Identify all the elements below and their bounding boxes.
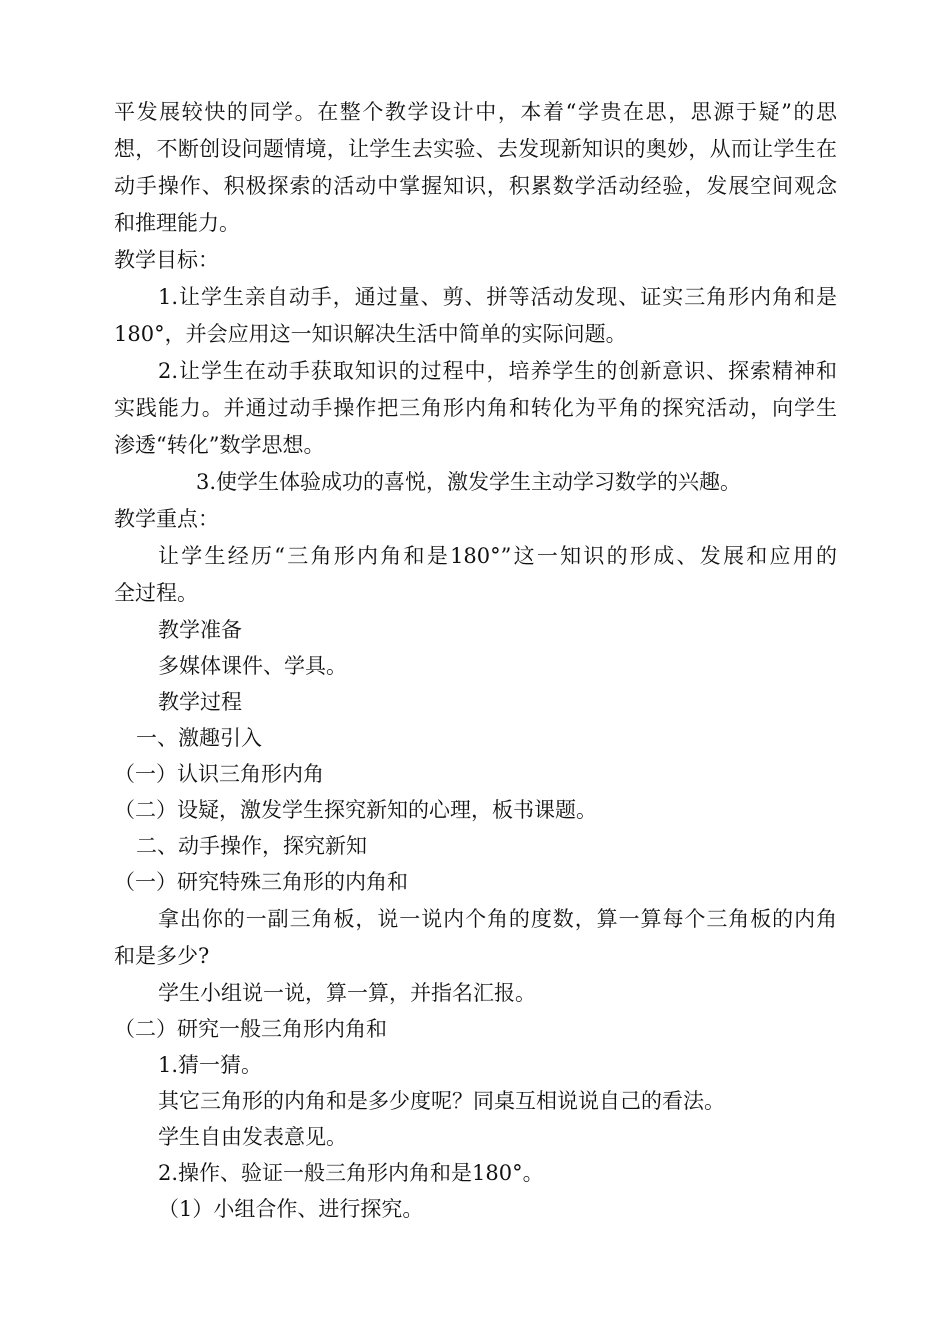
text-line: 动手操作、积极探索的活动中掌握知识，积累数学活动经验，发展空间观念 <box>114 174 837 198</box>
subsection-heading: （二）设疑，激发学生探究新知的心理，板书课题。 <box>114 798 597 822</box>
text-line: 2.让学生在动手获取知识的过程中，培养学生的创新意识、探索精神和 <box>158 359 837 383</box>
text-line: 180°，并会应用这一知识解决生活中简单的实际问题。 <box>114 322 627 346</box>
section-heading: 二、动手操作，探究新知 <box>136 834 367 858</box>
text-line: 让学生经历“三角形内角和是180°”这一知识的形成、发展和应用的 <box>158 544 837 568</box>
subsection-heading: （一）认识三角形内角 <box>114 762 324 786</box>
text-line: 想，不断创设问题情境，让学生去实验、去发现新知识的奥妙，从而让学生在 <box>114 137 837 161</box>
text-line: 3.使学生体验成功的喜悦，激发学生主动学习数学的兴趣。 <box>196 470 742 494</box>
text-line: 实践能力。并通过动手操作把三角形内角和转化为平角的探究活动，向学生 <box>114 396 837 420</box>
text-line: 渗透“转化”数学思想。 <box>114 433 325 457</box>
section-heading: 教学重点： <box>114 507 219 531</box>
subsection-heading: （一）研究特殊三角形的内角和 <box>114 870 408 894</box>
text-line: 学生小组说一说，算一算，并指名汇报。 <box>158 981 536 1005</box>
text-line: 1.让学生亲自动手，通过量、剪、拼等活动发现、证实三角形内角和是 <box>158 285 837 309</box>
section-heading: 教学准备 <box>158 618 242 642</box>
text-line: 拿出你的一副三角板，说一说内个角的度数，算一算每个三角板的内角 <box>158 907 837 931</box>
section-heading: 一、激趣引入 <box>136 726 262 750</box>
text-line: （1）小组合作、进行探究。 <box>158 1197 424 1221</box>
text-line: 学生自由发表意见。 <box>158 1125 347 1149</box>
subsection-heading: （二）研究一般三角形内角和 <box>114 1017 387 1041</box>
text-line: 1.猜一猜。 <box>158 1053 263 1077</box>
text-line: 2.操作、验证一般三角形内角和是180°。 <box>158 1161 544 1185</box>
section-heading: 教学目标： <box>114 248 219 272</box>
text-line: 其它三角形的内角和是多少度呢？同桌互相说说自己的看法。 <box>158 1089 725 1113</box>
text-line: 平发展较快的同学。在整个教学设计中，本着“学贵在思，思源于疑”的思 <box>114 100 837 124</box>
text-line: 和是多少? <box>114 944 210 968</box>
text-line: 全过程。 <box>114 581 198 605</box>
section-heading: 教学过程 <box>158 690 242 714</box>
text-line: 多媒体课件、学具。 <box>158 654 347 678</box>
text-line: 和推理能力。 <box>114 211 240 235</box>
